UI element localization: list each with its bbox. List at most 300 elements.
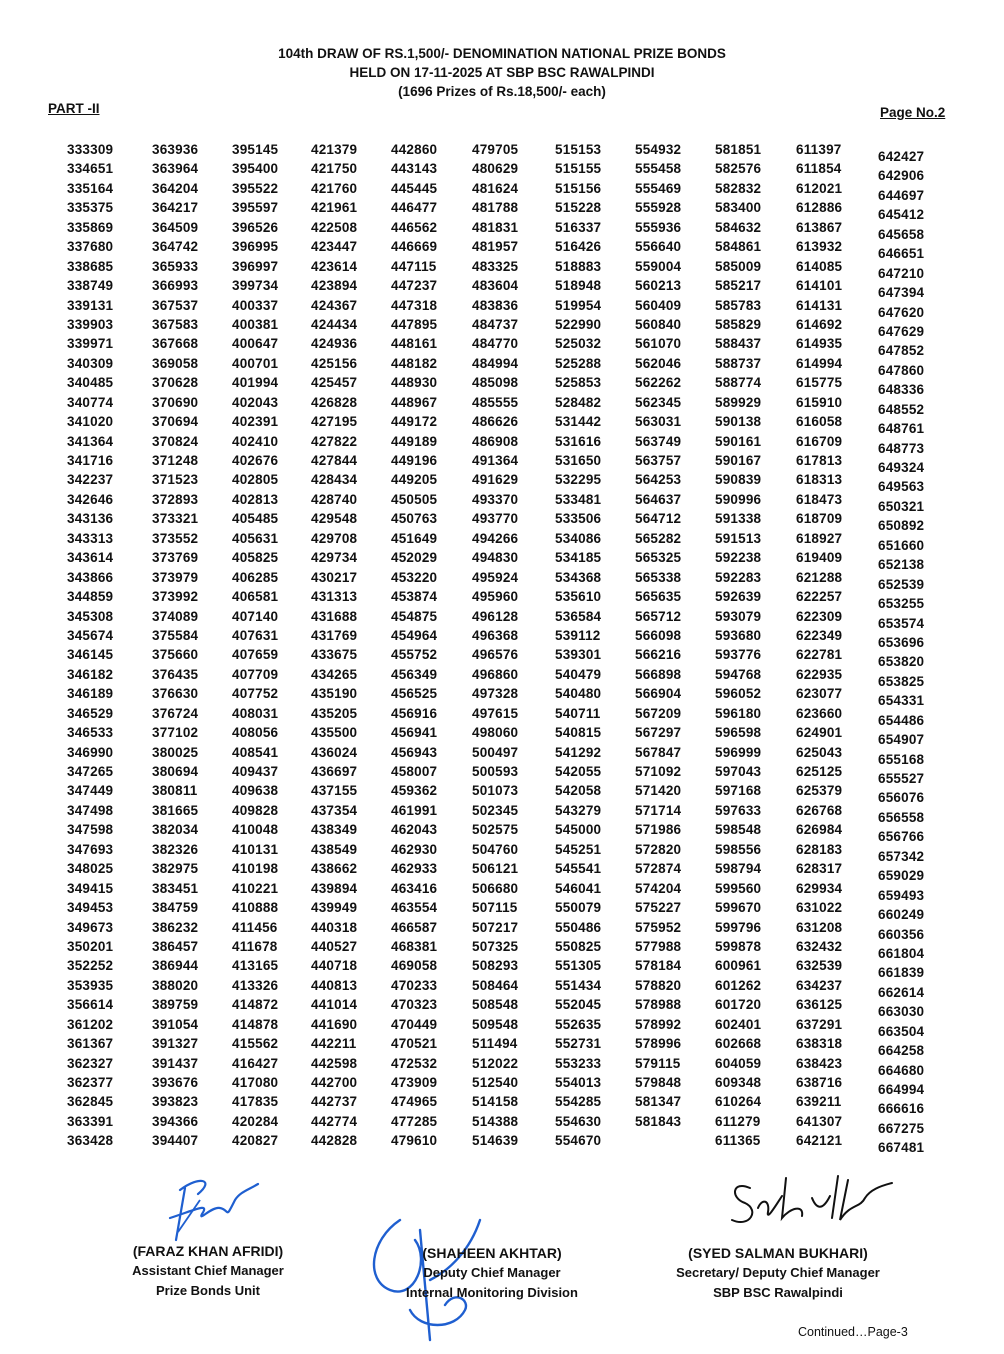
prize-bond-number: 339131: [67, 297, 114, 313]
prize-bond-number: 448161: [391, 336, 438, 352]
prize-bond-number: 604059: [715, 1055, 762, 1071]
prize-bond-number: 501073: [472, 783, 519, 799]
prize-bond-number: 485098: [472, 375, 519, 391]
prize-bond-number: 400701: [232, 355, 279, 371]
prize-bond-number: 590161: [715, 433, 762, 449]
prize-bond-number: 411456: [232, 919, 278, 935]
prize-bond-number: 337680: [67, 239, 114, 255]
prize-bond-number: 391437: [152, 1055, 199, 1071]
prize-bond-number: 543279: [555, 802, 602, 818]
prize-bond-number: 381665: [152, 802, 199, 818]
prize-bond-number: 601720: [715, 997, 762, 1013]
prize-bond-number: 647629: [878, 323, 925, 339]
prize-bond-number: 584632: [715, 219, 762, 235]
prize-bond-number: 472532: [391, 1055, 438, 1071]
prize-bond-number: 442598: [311, 1055, 358, 1071]
prize-bond-number: 532295: [555, 472, 602, 488]
prize-bond-number: 618313: [796, 472, 843, 488]
signatory-1: [90, 1241, 326, 1301]
prize-bond-number: 654331: [878, 693, 925, 709]
prize-bond-number: 638716: [796, 1075, 843, 1090]
prize-bond-number: 567297: [635, 725, 682, 741]
prize-bond-number: 592283: [715, 569, 762, 585]
prize-bond-number: 470449: [391, 1016, 438, 1032]
prize-bond-number: 655168: [878, 751, 925, 767]
prize-bond-number: 345674: [67, 627, 114, 643]
prize-bond-number: 442774: [311, 1113, 358, 1129]
prize-bond-number: 346529: [67, 705, 114, 721]
prize-bond-number: 423614: [311, 258, 358, 274]
prize-bond-number: 613932: [796, 239, 843, 255]
signatory-3-name: (SYED SALMAN BUKHARI): [688, 1245, 868, 1261]
prize-bond-number: 377102: [152, 725, 199, 741]
prize-bond-number: 409638: [232, 783, 279, 799]
prize-bond-number: 417835: [232, 1094, 279, 1110]
prize-bond-number: 563757: [635, 453, 682, 468]
prize-bond-number: 554285: [555, 1094, 602, 1110]
prize-bond-number: 579848: [635, 1075, 682, 1090]
prize-bond-number: 506680: [472, 880, 519, 896]
prize-bond-number: 545541: [555, 861, 602, 877]
prize-bond-number: 401994: [232, 375, 279, 391]
prize-bond-number: 438349: [311, 822, 358, 838]
prize-bond-number: 429548: [311, 511, 358, 527]
prize-bond-number: 449172: [391, 414, 438, 430]
prize-bond-number: 409828: [232, 802, 279, 818]
prize-bond-number: 456349: [391, 666, 438, 682]
prize-bond-number: 420284: [232, 1113, 279, 1129]
prize-bond-number: 550079: [555, 900, 602, 916]
prize-bond-number: 615910: [796, 394, 843, 410]
prize-bond-number: 622781: [796, 647, 843, 663]
prize-bond-number: 566904: [635, 686, 682, 702]
prize-bond-number: 645412: [878, 207, 925, 223]
prize-bond-number: 400381: [232, 316, 279, 332]
signatory-2-title: Deputy Chief Manager: [423, 1265, 561, 1280]
prize-bond-number: 334651: [67, 161, 114, 177]
prize-bond-number: 599796: [715, 919, 762, 935]
prize-bond-number: 373769: [152, 550, 199, 566]
prize-bond-number: 463554: [391, 900, 438, 916]
prize-bond-number: 552045: [555, 997, 602, 1013]
prize-bond-number: 590996: [715, 491, 762, 507]
prize-bond-number: 649324: [878, 460, 925, 475]
prize-bond-number: 588437: [715, 336, 762, 352]
prize-bond-number: 427844: [311, 453, 358, 468]
prize-bond-number: 373552: [152, 530, 199, 546]
prize-bond-number: 572820: [635, 841, 682, 857]
prize-bond-number: 610264: [715, 1094, 762, 1110]
prize-bond-number: 622935: [796, 666, 843, 682]
prize-bond-number: 518883: [555, 258, 602, 274]
prize-bond-number: 364204: [152, 180, 199, 196]
prize-bond-number: 416427: [232, 1055, 279, 1071]
prize-bond-number: 431769: [311, 627, 358, 643]
prize-bond-number: 599878: [715, 938, 762, 954]
prize-bond-number: 578184: [635, 958, 682, 974]
prize-bond-number: 496576: [472, 647, 519, 663]
prize-bond-number: 614692: [796, 316, 843, 332]
prize-bond-number: 340309: [67, 355, 114, 371]
header-prize-info: (1696 Prizes of Rs.18,500/- each): [398, 84, 606, 99]
prize-bond-number: 656076: [878, 790, 925, 806]
prize-bond-number: 388020: [152, 977, 199, 993]
prize-bond-number: 545000: [555, 822, 602, 838]
signature-1-graphic: [140, 1170, 290, 1250]
prize-bond-number: 525853: [555, 375, 602, 391]
prize-bond-number: 657342: [878, 848, 925, 864]
prize-bond-number: 485555: [472, 394, 519, 410]
prize-bond-number: 593680: [715, 627, 762, 643]
prize-bond-number: 479610: [391, 1133, 438, 1149]
prize-bond-number: 456916: [391, 705, 438, 721]
prize-bond-number: 582576: [715, 161, 762, 177]
prize-bond-number: 424936: [311, 336, 358, 352]
prize-bond-number: 561070: [635, 336, 682, 352]
prize-bond-number: 440718: [311, 958, 358, 974]
prize-bond-number: 646651: [878, 246, 925, 262]
prize-bond-number: 362845: [67, 1094, 114, 1110]
prize-bond-number: 508293: [472, 958, 519, 974]
prize-bond-number: 554630: [555, 1113, 602, 1129]
prize-bond-number: 407631: [232, 627, 279, 643]
prize-bond-number: 575952: [635, 919, 682, 935]
number-column-4: [311, 140, 391, 1151]
prize-bond-number: 566216: [635, 647, 682, 663]
prize-bond-number: 571714: [635, 802, 682, 818]
prize-bond-number: 614085: [796, 258, 843, 274]
prize-bond-number: 420827: [232, 1133, 279, 1149]
prize-bond-number: 542058: [555, 783, 602, 799]
prize-bond-number: 447115: [391, 258, 437, 274]
prize-bond-number: 454875: [391, 608, 438, 624]
prize-bond-number: 437354: [311, 802, 358, 818]
prize-bond-number: 598794: [715, 861, 762, 877]
prize-bond-number: 496128: [472, 608, 519, 624]
prize-bond-number: 664994: [878, 1082, 925, 1097]
prize-bond-number: 428740: [311, 491, 358, 507]
prize-bond-number: 652138: [878, 557, 925, 573]
prize-bond-number: 550486: [555, 919, 602, 935]
prize-bond-number: 376435: [152, 666, 199, 682]
prize-bond-number: 618473: [796, 491, 843, 507]
prize-bond-number: 567847: [635, 744, 682, 760]
prize-bond-number: 431688: [311, 608, 358, 624]
prize-bond-number: 448930: [391, 375, 438, 391]
prize-bond-number: 613867: [796, 219, 843, 235]
prize-bond-number: 409437: [232, 764, 279, 779]
prize-bond-number: 531616: [555, 433, 602, 449]
prize-bond-number: 462930: [391, 841, 438, 857]
prize-bond-number: 602668: [715, 1036, 762, 1052]
prize-bond-number: 400337: [232, 297, 279, 313]
prize-bond-number: 647620: [878, 304, 925, 320]
prize-bond-number: 563749: [635, 433, 682, 449]
prize-bond-number: 382034: [152, 822, 199, 838]
prize-bond-number: 622309: [796, 608, 843, 624]
prize-bond-number: 396995: [232, 239, 279, 255]
prize-bond-number: 596999: [715, 744, 762, 760]
prize-bond-number: 486908: [472, 433, 519, 449]
prize-bond-number: 367537: [152, 297, 199, 313]
prize-bond-number: 396526: [232, 219, 279, 235]
prize-bond-number: 565635: [635, 589, 682, 605]
number-column-2: [152, 140, 232, 1151]
prize-bond-number: 591338: [715, 511, 762, 527]
prize-bond-number: 555469: [635, 180, 682, 196]
prize-bond-number: 539112: [555, 627, 601, 643]
prize-bond-number: 552635: [555, 1016, 602, 1032]
prize-bond-number: 659029: [878, 868, 925, 884]
prize-bond-number: 578820: [635, 977, 682, 993]
prize-bond-number: 372893: [152, 491, 199, 507]
prize-bond-number: 590138: [715, 414, 762, 430]
prize-bond-number: 602401: [715, 1016, 762, 1032]
prize-bond-number: 565325: [635, 550, 682, 566]
prize-bond-number: 531650: [555, 453, 602, 468]
prize-bond-number: 554932: [635, 142, 682, 157]
prize-bond-number: 423894: [311, 278, 358, 294]
prize-bond-number: 596598: [715, 725, 762, 741]
prize-bond-number: 534368: [555, 569, 602, 585]
prize-bond-number: 611279: [715, 1113, 761, 1129]
prize-bond-number: 614131: [796, 297, 843, 313]
prize-bond-number: 469058: [391, 958, 438, 974]
prize-bond-number: 425457: [311, 375, 358, 391]
prize-bond-number: 349415: [67, 880, 114, 896]
prize-bond-number: 421760: [311, 180, 358, 196]
prize-bond-number: 565712: [635, 608, 682, 624]
prize-bond-number: 350201: [67, 938, 114, 954]
prize-bond-number: 628183: [796, 841, 843, 857]
prize-bond-number: 393823: [152, 1094, 199, 1110]
prize-bond-number: 647210: [878, 265, 925, 281]
prize-bond-number: 653574: [878, 615, 925, 631]
prize-bond-number: 533481: [555, 491, 602, 507]
prize-bond-number: 648773: [878, 440, 925, 456]
signatory-1-name: (FARAZ KHAN AFRIDI): [132, 1243, 284, 1259]
prize-bond-number: 666616: [878, 1101, 925, 1117]
prize-bond-number: 582832: [715, 180, 762, 196]
prize-bond-number: 559004: [635, 258, 682, 274]
prize-bond-number: 474965: [391, 1094, 438, 1110]
prize-bond-number: 589929: [715, 394, 762, 410]
prize-bond-number: 458007: [391, 764, 438, 779]
prize-bond-number: 428434: [311, 472, 358, 488]
prize-bond-number: 578992: [635, 1016, 682, 1032]
prize-bond-number: 396997: [232, 258, 279, 274]
prize-bond-number: 367668: [152, 336, 199, 352]
prize-bond-number: 486626: [472, 414, 519, 430]
signatory-1-title: Assistant Chief Manager: [132, 1263, 284, 1278]
page-number: Page No.2: [880, 105, 946, 120]
prize-bond-number: 410888: [232, 900, 279, 916]
prize-bond-number: 408031: [232, 705, 279, 721]
prize-bond-number: 614101: [796, 278, 843, 294]
prize-bond-number: 518948: [555, 278, 602, 294]
prize-bond-number: 512022: [472, 1055, 519, 1071]
prize-bond-number: 565282: [635, 530, 682, 546]
signature-3-graphic: [720, 1168, 900, 1238]
prize-bond-number: 386232: [152, 919, 199, 935]
prize-bond-number: 339971: [67, 336, 114, 352]
prize-bond-number: 581843: [635, 1113, 682, 1129]
prize-bond-number: 405485: [232, 511, 279, 527]
prize-bond-number: 421750: [311, 161, 358, 177]
prize-bond-number: 480629: [472, 161, 519, 177]
prize-bond-number: 333309: [67, 142, 114, 157]
prize-bond-number: 542055: [555, 764, 602, 779]
prize-bond-number: 361367: [67, 1036, 114, 1052]
prize-bond-number: 664258: [878, 1043, 925, 1059]
prize-bond-number: 565338: [635, 569, 682, 585]
prize-bond-number: 578988: [635, 997, 682, 1013]
prize-bond-number: 470521: [391, 1036, 438, 1052]
number-column-11: [878, 147, 958, 1158]
prize-bond-number: 663504: [878, 1023, 925, 1039]
prize-bond-number: 629934: [796, 880, 843, 896]
prize-bond-number: 583400: [715, 200, 762, 216]
prize-bond-number: 615775: [796, 375, 843, 391]
prize-bond-number: 386457: [152, 938, 199, 954]
prize-bond-number: 560409: [635, 297, 682, 313]
prize-bond-number: 448182: [391, 355, 438, 371]
prize-bond-number: 382326: [152, 841, 199, 857]
prize-bond-number: 528482: [555, 394, 602, 410]
prize-bond-number: 453874: [391, 589, 438, 605]
prize-bond-number: 588737: [715, 355, 762, 371]
prize-bond-number: 435190: [311, 686, 358, 702]
number-column-3: [232, 140, 312, 1151]
prize-bond-number: 402410: [232, 433, 279, 449]
prize-bond-number: 456525: [391, 686, 438, 702]
prize-bond-number: 430217: [311, 569, 358, 585]
prize-bond-number: 647394: [878, 285, 925, 301]
prize-bond-number: 502345: [472, 802, 519, 818]
prize-bond-number: 591513: [715, 530, 762, 546]
prize-bond-number: 636125: [796, 997, 843, 1013]
signatory-2-name: (SHAHEEN AKHTAR): [422, 1245, 562, 1261]
prize-bond-number: 642121: [796, 1133, 843, 1149]
prize-bond-number: 661839: [878, 965, 925, 981]
number-column-9: [715, 140, 795, 1151]
prize-bond-number: 497615: [472, 705, 519, 721]
continued-note: Continued…Page-3: [798, 1325, 908, 1339]
prize-bond-number: 431313: [311, 589, 358, 605]
prize-bond-number: 442860: [391, 142, 438, 157]
prize-bond-number: 648336: [878, 382, 925, 398]
prize-bond-number: 534185: [555, 550, 602, 566]
prize-bond-number: 402043: [232, 394, 279, 410]
prize-bond-number: 493370: [472, 491, 519, 507]
prize-bond-number: 340774: [67, 394, 114, 410]
prize-bond-number: 362377: [67, 1075, 114, 1090]
prize-bond-number: 626984: [796, 822, 843, 838]
prize-bond-number: 414878: [232, 1016, 279, 1032]
prize-bond-number: 341716: [67, 453, 114, 468]
prize-bond-number: 659493: [878, 887, 925, 903]
prize-bond-number: 601262: [715, 977, 762, 993]
prize-bond-number: 585829: [715, 316, 762, 332]
prize-bond-number: 555928: [635, 200, 682, 216]
prize-bond-number: 623660: [796, 705, 843, 721]
prize-bond-number: 593776: [715, 647, 762, 663]
prize-bond-number: 373321: [152, 511, 199, 527]
prize-bond-number: 450505: [391, 491, 438, 507]
prize-bond-number: 362327: [67, 1055, 114, 1071]
prize-bond-number: 407140: [232, 608, 279, 624]
prize-bond-number: 402813: [232, 491, 279, 507]
prize-bond-number: 346189: [67, 686, 114, 702]
prize-bond-number: 341364: [67, 433, 114, 449]
prize-bond-number: 653825: [878, 673, 925, 689]
prize-bond-number: 353935: [67, 977, 114, 993]
prize-bond-number: 656558: [878, 809, 925, 825]
prize-bond-number: 540480: [555, 686, 602, 702]
prize-bond-number: 375660: [152, 647, 199, 663]
header-date-venue: HELD ON 17-11-2025 AT SBP BSC RAWALPINDI: [349, 65, 655, 80]
prize-bond-number: 525032: [555, 336, 602, 352]
signatory-3-unit: SBP BSC Rawalpindi: [713, 1285, 843, 1300]
prize-bond-number: 466587: [391, 919, 438, 935]
prize-bond-number: 376724: [152, 705, 199, 721]
prize-bond-number: 536584: [555, 608, 602, 624]
number-column-7: [555, 140, 635, 1151]
prize-bond-number: 560840: [635, 316, 682, 332]
prize-bond-number: 393676: [152, 1075, 199, 1090]
prize-bond-number: 555936: [635, 219, 682, 235]
prize-bond-number: 514639: [472, 1133, 519, 1149]
prize-bond-number: 410048: [232, 822, 279, 838]
prize-bond-number: 395522: [232, 180, 279, 196]
prize-bond-number: 500593: [472, 764, 519, 779]
prize-bond-number: 413165: [232, 958, 279, 974]
prize-bond-number: 440813: [311, 977, 358, 993]
prize-bond-number: 491629: [472, 472, 519, 488]
prize-bond-number: 342237: [67, 472, 114, 488]
prize-bond-number: 429708: [311, 530, 358, 546]
prize-bond-number: 415562: [232, 1036, 279, 1052]
prize-bond-number: 511494: [472, 1036, 518, 1052]
prize-bond-number: 364217: [152, 200, 199, 216]
prize-bond-number: 399734: [232, 278, 279, 294]
prize-bond-number: 479705: [472, 142, 519, 157]
prize-bond-number: 405631: [232, 530, 279, 546]
prize-bond-number: 611854: [796, 161, 842, 177]
prize-bond-number: 449205: [391, 472, 438, 488]
prize-bond-number: 347598: [67, 822, 114, 838]
prize-bond-number: 634237: [796, 977, 843, 993]
prize-bond-number: 375584: [152, 627, 199, 643]
prize-bond-number: 540479: [555, 666, 602, 682]
prize-bond-number: 540711: [555, 705, 601, 721]
prize-bond-number: 483604: [472, 278, 519, 294]
prize-bond-number: 661804: [878, 945, 925, 961]
prize-bond-number: 400647: [232, 336, 279, 352]
prize-bond-number: 484770: [472, 336, 519, 352]
prize-bond-number: 446669: [391, 239, 438, 255]
prize-bond-number: 411678: [232, 938, 278, 954]
signatory-3: [650, 1243, 906, 1303]
prize-bond-number: 598556: [715, 841, 762, 857]
prize-bond-number: 504760: [472, 841, 519, 857]
prize-bond-number: 408541: [232, 744, 279, 760]
prize-bond-number: 344859: [67, 589, 114, 605]
prize-bond-number: 596052: [715, 686, 762, 702]
prize-bond-number: 386944: [152, 958, 199, 974]
prize-bond-number: 427195: [311, 414, 358, 430]
prize-bond-number: 667481: [878, 1140, 925, 1156]
